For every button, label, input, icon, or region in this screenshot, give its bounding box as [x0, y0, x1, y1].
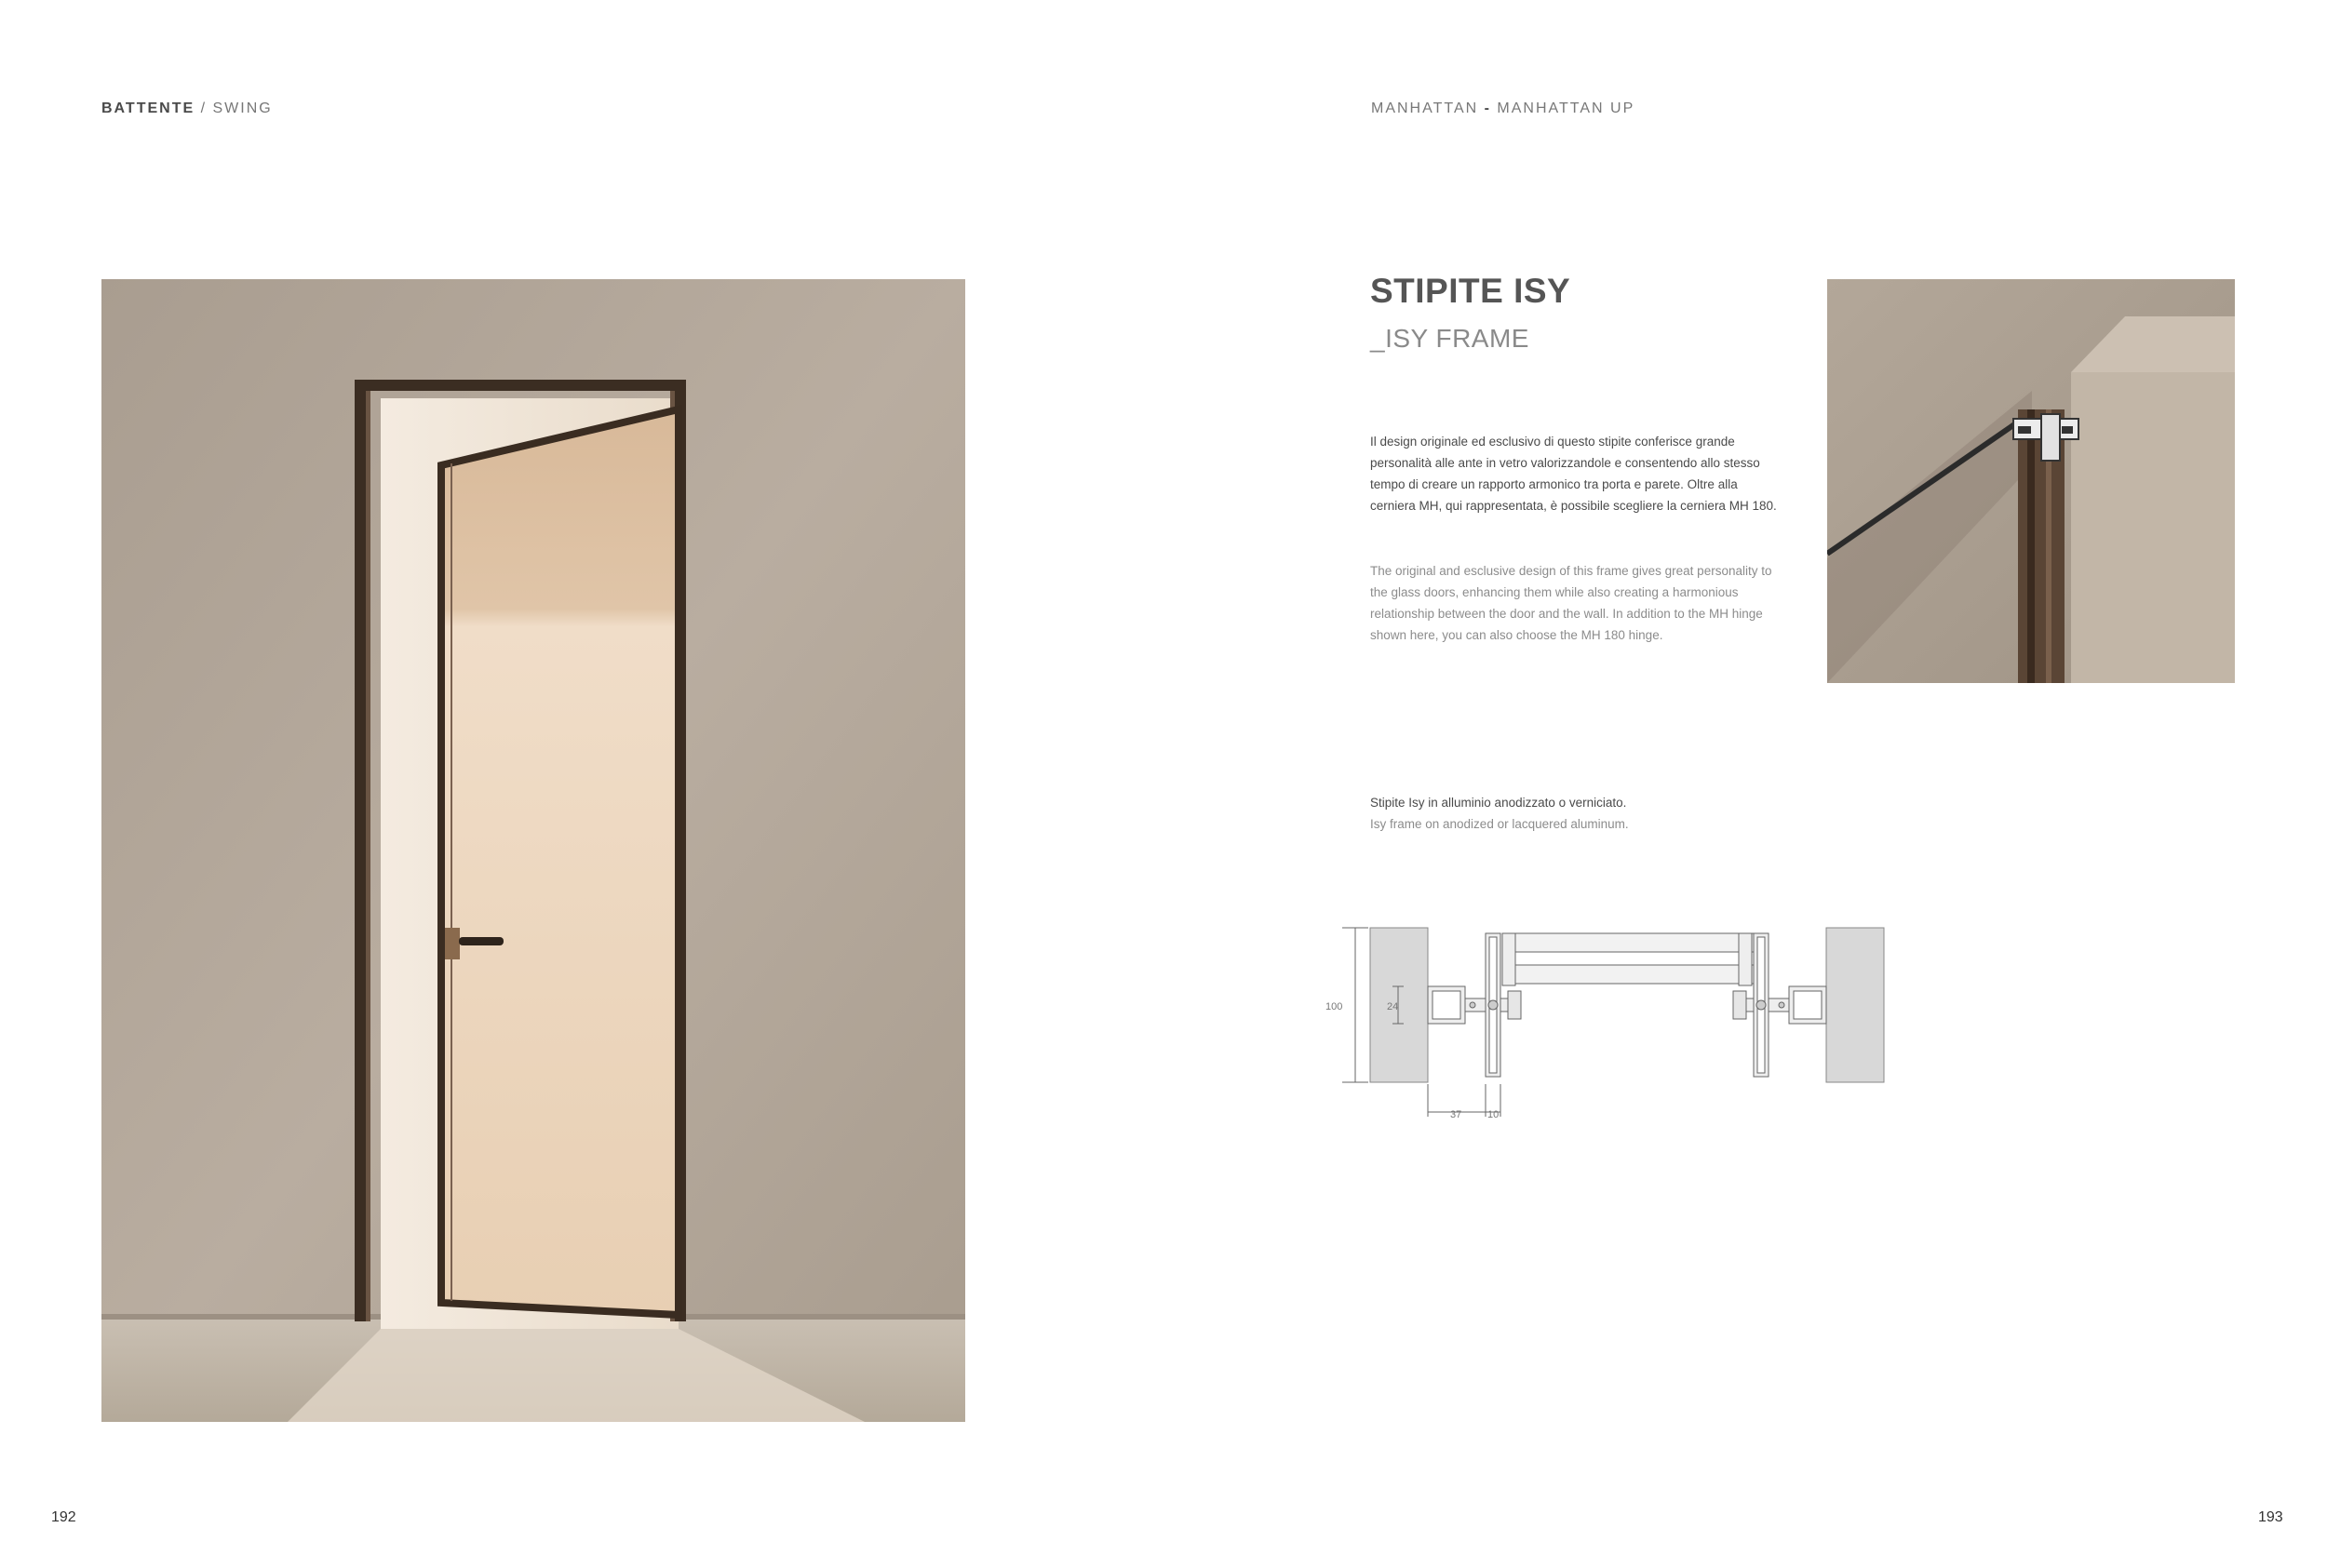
caption-english: Isy frame on anodized or lacquered aluminum. — [1370, 817, 1629, 831]
door-photo — [101, 279, 965, 1422]
collection-label-b: MANHATTAN UP — [1497, 101, 1635, 116]
frame-detail-photo — [1827, 279, 2235, 683]
collection-label-a: MANHATTAN — [1371, 101, 1479, 116]
caption-italian: Stipite Isy in alluminio anodizzato o verniciato. — [1370, 796, 1627, 810]
description-italian: Il design originale ed esclusivo di questo stipite conferisce grande personalità alle ante in vetro valorizzandole e consentendo allo stesso tempo di creare un rapporto armonico tra porta e parete. Oltre alla cerniera MH, qui rappresentata, è possibile scegliere la cerniera MH 180. — [1370, 435, 1777, 513]
page-title: STIPITE ISY — [1370, 272, 1571, 310]
dim-height: 100 — [1325, 1001, 1343, 1012]
frame-section-drawing — [1312, 917, 1890, 1131]
dim-width-a: 37 — [1450, 1109, 1462, 1120]
description-english: The original and esclusive design of this frame gives great personality to the glass doors, enhancing them while also creating a harmonious relationship between the door and the wall. In addition to the MH hinge shown here, you can also choose the MH 180 hinge. — [1370, 564, 1772, 642]
section-label: BATTENTE — [101, 101, 195, 116]
page-number-left: 192 — [51, 1509, 76, 1525]
page-subtitle: _ISY FRAME — [1370, 324, 1529, 353]
collection-separator: - — [1478, 101, 1498, 116]
dim-inner: 24 — [1387, 1001, 1399, 1012]
dim-width-b: 10 — [1487, 1109, 1500, 1120]
running-header-left — [101, 101, 273, 117]
section-sublabel: / SWING — [195, 101, 273, 116]
page-number-right: 193 — [2258, 1509, 2283, 1525]
running-header-right — [1371, 101, 1634, 117]
